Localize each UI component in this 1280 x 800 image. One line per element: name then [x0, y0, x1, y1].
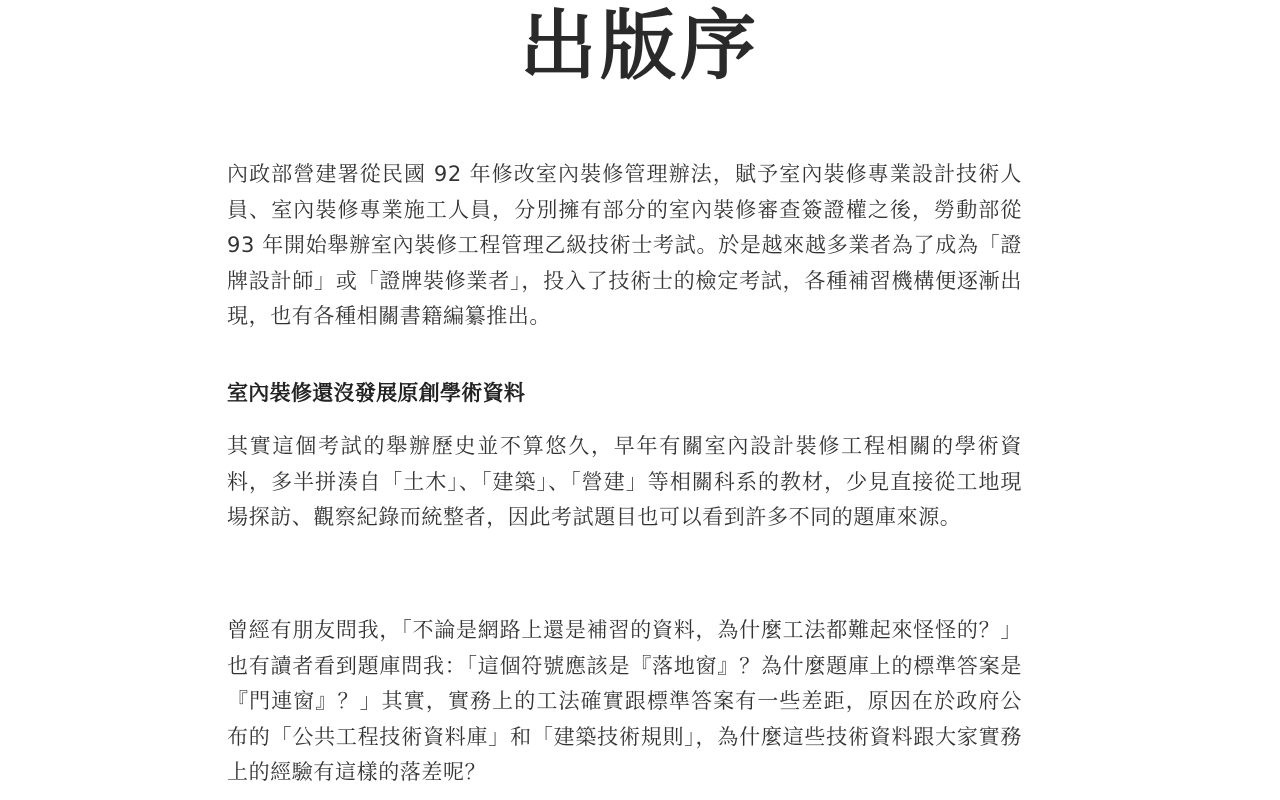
- paragraph-history: 其實這個考試的舉辦歷史並不算悠久，早年有關室內設計裝修工程相關的學術資料，多半拼湊自「土木」、「建築」、「營建」等相關科系的教材，少見直接從工地現場探訪、觀察紀錄而統整者，因此考試題目也可以看到許多不同的題庫來源。: [227, 434, 1022, 529]
- section-heading: 室內裝修還沒發展原創學術資料: [227, 381, 526, 405]
- paragraph-question: 曾經有朋友問我，「不論是網路上還是補習的資料，為什麼工法都難起來怪怪的？」也有讀者看到題庫問我：「這個符號應該是『落地窗』？為什麼題庫上的標準答案是『門連窗』？」其實，實務上的工法確實跟標準答案有一些差距，原因在於政府公布的「公共工程技術資料庫」和「建築技術規則」，為什麼這些技術資料跟大家實務上的經驗有這樣的落差呢？: [227, 618, 1022, 784]
- paragraph-intro: 內政部營建署從民國 92 年修改室內裝修管理辦法，賦予室內裝修專業設計技術人員、室內裝修專業施工人員，分別擁有部分的室內裝修審查簽證權之後，勞動部從 93 年開始舉辦室內裝修工程管理乙級技術士考試。於是越來越多業者為了成為「證牌設計師」或「證牌裝修業者」，投入了技術士的檢定考試，各種補習機構便逐漸出現，也有各種相關書籍編纂推出。: [227, 162, 1022, 328]
- page-title: 出版序: [520, 1, 760, 90]
